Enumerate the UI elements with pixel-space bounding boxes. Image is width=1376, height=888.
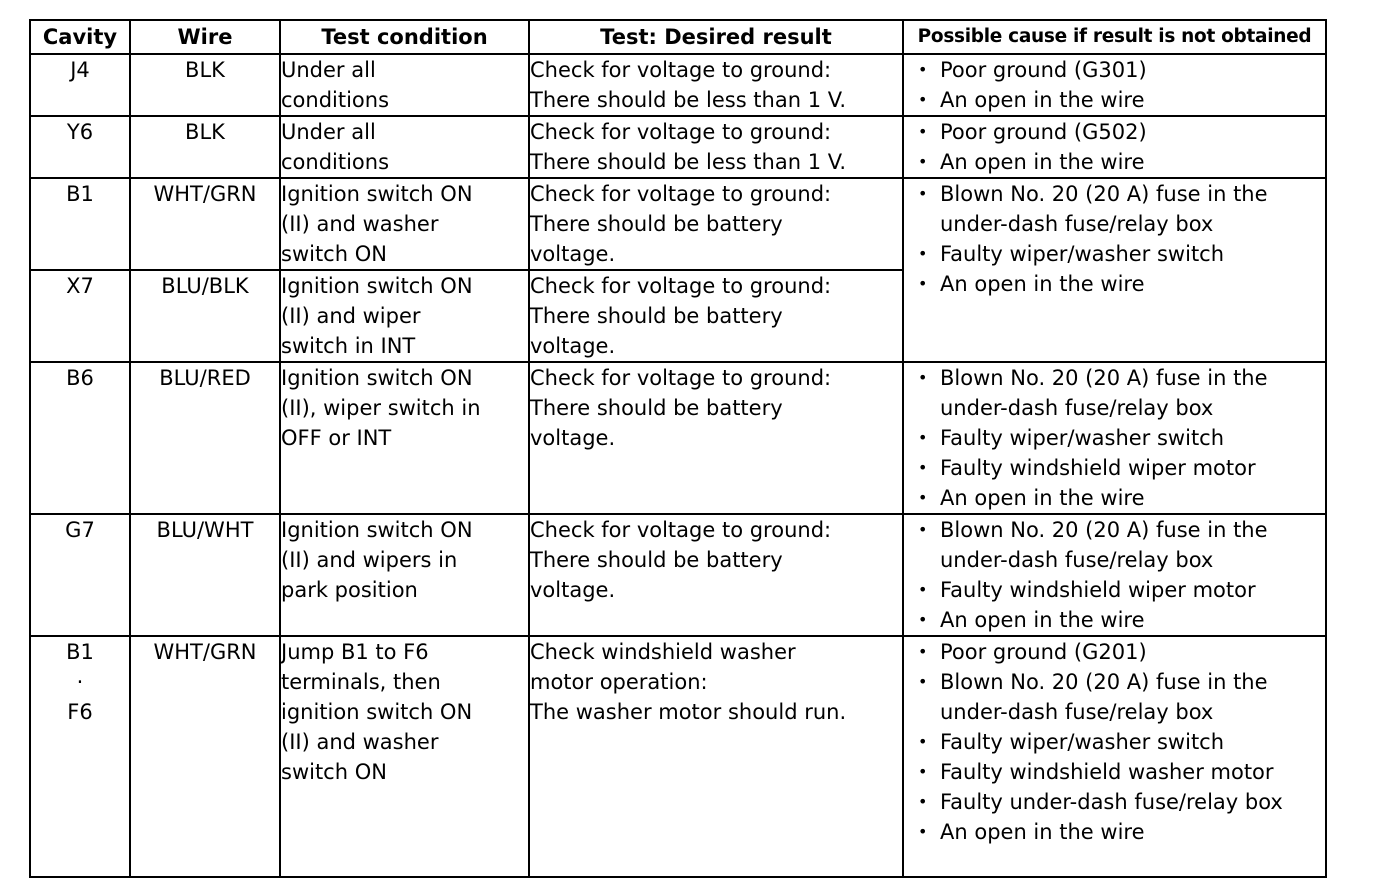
condition-line: Jump B1 to F6 — [281, 640, 429, 664]
condition-line: (II) and washer — [281, 212, 439, 236]
result-line: voltage. — [530, 426, 616, 450]
header-wire: Wire — [130, 20, 280, 54]
result-line: Check for voltage to ground: — [530, 366, 832, 390]
cause-item: • Poor ground (G502) — [918, 117, 1321, 147]
cause-item: • An open in the wire — [918, 85, 1321, 115]
cause-item: • An open in the wire — [918, 269, 1321, 299]
result-line: There should be less than 1 V. — [530, 88, 847, 112]
result-line: Check for voltage to ground: — [530, 182, 832, 206]
result-cell — [529, 178, 903, 270]
result-line: Check for voltage to ground: — [530, 120, 832, 144]
condition-cell — [280, 116, 529, 178]
condition-line: Ignition switch ON — [281, 182, 473, 206]
condition-line: Ignition switch ON — [281, 518, 473, 542]
cause-list — [904, 515, 1325, 635]
condition-cell — [280, 270, 529, 362]
cavity-label: B1 — [66, 182, 94, 206]
result-line: Check for voltage to ground: — [530, 274, 832, 298]
cause-item: • Blown No. 20 (20 A) fuse in the under-dash fuse/relay box — [918, 363, 1321, 423]
condition-line: OFF or INT — [281, 426, 392, 450]
result-line: Check for voltage to ground: — [530, 518, 832, 542]
result-line: Check windshield washer — [530, 640, 796, 664]
cause-list — [904, 179, 1325, 299]
table-row — [30, 636, 1326, 877]
cavity-label: B1 — [66, 640, 94, 664]
cause-cell — [903, 514, 1326, 636]
condition-cell — [280, 636, 529, 877]
wire-cell: BLK — [130, 116, 280, 178]
result-line: There should be battery — [530, 548, 783, 572]
condition-cell — [280, 362, 529, 514]
header-cavity: Cavity — [30, 20, 130, 54]
cause-item: • Faulty wiper/washer switch — [918, 239, 1321, 269]
cause-item: • Poor ground (G301) — [918, 55, 1321, 85]
wire-cell: WHT/GRN — [130, 178, 280, 270]
header-test-condition: Test condition — [280, 20, 529, 54]
result-line: There should be less than 1 V. — [530, 150, 847, 174]
table-row — [30, 362, 1326, 514]
condition-line: switch ON — [281, 760, 387, 784]
condition-line: Under all — [281, 58, 376, 82]
condition-line: (II) and wipers in — [281, 548, 458, 572]
result-line: voltage. — [530, 334, 616, 358]
cause-list — [904, 637, 1325, 847]
cavity-cell — [30, 270, 130, 362]
result-cell — [529, 362, 903, 514]
condition-line: ignition switch ON — [281, 700, 473, 724]
condition-line: (II) and wiper — [281, 304, 421, 328]
cavity-cell — [30, 116, 130, 178]
condition-line: Under all — [281, 120, 376, 144]
condition-line: park position — [281, 578, 418, 602]
cause-item: • An open in the wire — [918, 817, 1321, 847]
result-line: voltage. — [530, 242, 616, 266]
result-line: There should be battery — [530, 396, 783, 420]
condition-line: terminals, then — [281, 670, 441, 694]
wire-cell: BLU/WHT — [130, 514, 280, 636]
cause-cell — [903, 636, 1326, 877]
condition-line: switch ON — [281, 242, 387, 266]
cause-list — [904, 363, 1325, 513]
condition-cell — [280, 178, 529, 270]
cause-item: • Blown No. 20 (20 A) fuse in the under-dash fuse/relay box — [918, 667, 1321, 727]
cause-item: • An open in the wire — [918, 605, 1321, 635]
cavity-label: Y6 — [66, 120, 94, 144]
cause-item: • An open in the wire — [918, 147, 1321, 177]
cavity-cell — [30, 362, 130, 514]
header-desired-result: Test: Desired result — [529, 20, 903, 54]
cause-item: • Faulty wiper/washer switch — [918, 727, 1321, 757]
condition-cell — [280, 514, 529, 636]
result-line: There should be battery — [530, 304, 783, 328]
cause-cell — [903, 178, 1326, 362]
header-possible-cause: Possible cause if result is not obtained — [903, 20, 1326, 54]
cause-item: • Blown No. 20 (20 A) fuse in the under-dash fuse/relay box — [918, 515, 1321, 575]
header-row — [30, 20, 1326, 54]
cavity-label: J4 — [70, 58, 90, 82]
result-line: The washer motor should run. — [530, 700, 847, 724]
cavity-cell — [30, 178, 130, 270]
result-line: Check for voltage to ground: — [530, 58, 832, 82]
condition-line: conditions — [281, 88, 390, 112]
cause-list — [904, 55, 1325, 115]
condition-cell — [280, 54, 529, 116]
cavity-cell — [30, 514, 130, 636]
cause-cell — [903, 362, 1326, 514]
cause-item: • Poor ground (G201) — [918, 637, 1321, 667]
table-row — [30, 54, 1326, 116]
cavity-label: · — [76, 670, 84, 694]
result-cell — [529, 636, 903, 877]
result-cell — [529, 270, 903, 362]
cavity-cell — [30, 54, 130, 116]
cavity-cell — [30, 636, 130, 877]
result-cell — [529, 116, 903, 178]
table-row — [30, 116, 1326, 178]
cavity-label: G7 — [65, 518, 95, 542]
cause-item: • Faulty under-dash fuse/relay box — [918, 787, 1321, 817]
cavity-label: F6 — [67, 700, 93, 724]
cavity-label: X7 — [66, 274, 94, 298]
result-line: There should be battery — [530, 212, 783, 236]
cavity-label: B6 — [66, 366, 94, 390]
cause-item: • Faulty wiper/washer switch — [918, 423, 1321, 453]
wire-cell: BLU/BLK — [130, 270, 280, 362]
wire-cell: BLU/RED — [130, 362, 280, 514]
condition-line: (II), wiper switch in — [281, 396, 481, 420]
result-line: motor operation: — [530, 670, 708, 694]
condition-line: (II) and washer — [281, 730, 439, 754]
condition-line: Ignition switch ON — [281, 274, 473, 298]
connector-test-table — [29, 19, 1327, 878]
cause-item: • Faulty windshield washer motor — [918, 757, 1321, 787]
cause-item: • An open in the wire — [918, 483, 1321, 513]
table-row — [30, 514, 1326, 636]
cause-item: • Faulty windshield wiper motor — [918, 575, 1321, 605]
condition-line: Ignition switch ON — [281, 366, 473, 390]
result-cell — [529, 54, 903, 116]
cause-cell — [903, 116, 1326, 178]
condition-line: conditions — [281, 150, 390, 174]
result-line: voltage. — [530, 578, 616, 602]
cause-item: • Blown No. 20 (20 A) fuse in the under-dash fuse/relay box — [918, 179, 1321, 239]
wire-cell: WHT/GRN — [130, 636, 280, 877]
cause-cell — [903, 54, 1326, 116]
cause-item: • Faulty windshield wiper motor — [918, 453, 1321, 483]
table-row — [30, 178, 1326, 270]
cause-list — [904, 117, 1325, 177]
condition-line: switch in INT — [281, 334, 416, 358]
wire-cell: BLK — [130, 54, 280, 116]
result-cell — [529, 514, 903, 636]
